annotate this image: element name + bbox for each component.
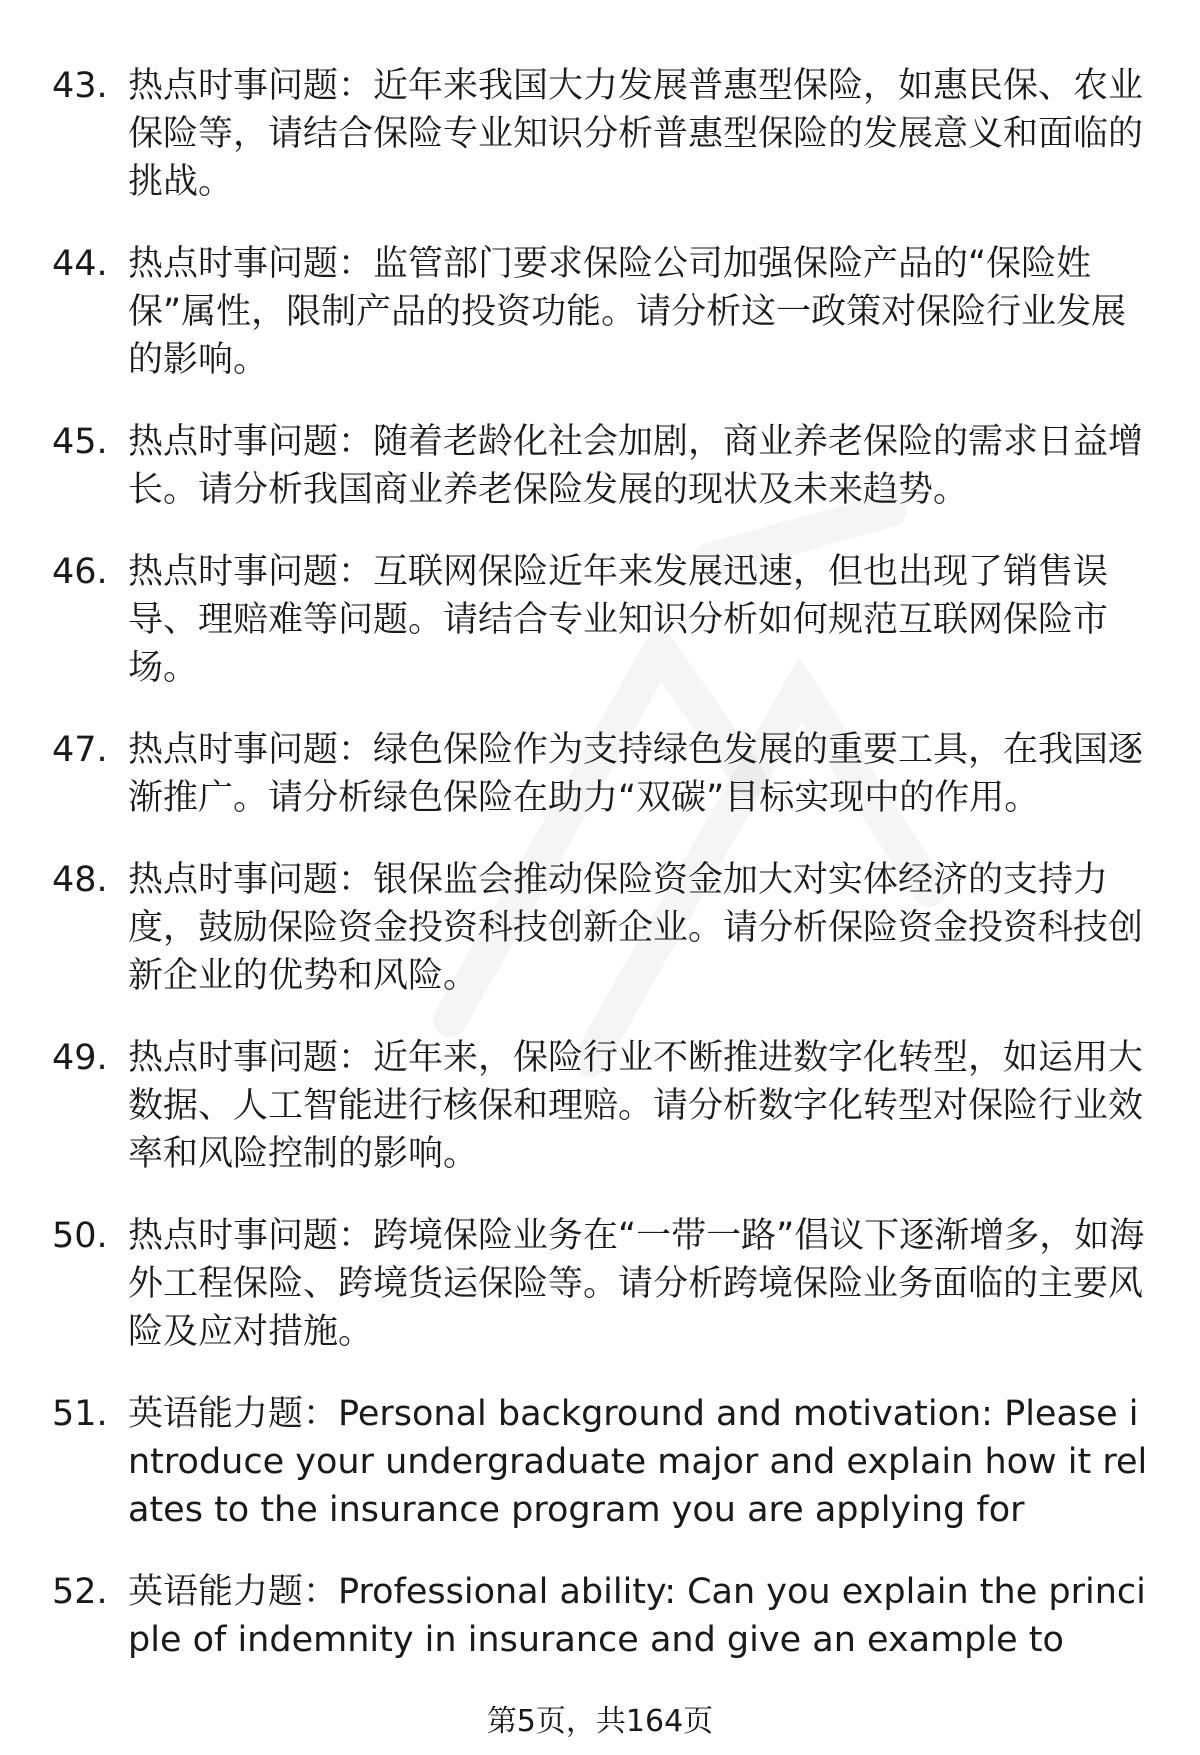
question-number: 48. (52, 860, 108, 900)
question-text: 热点时事问题：近年来，保险行业不断推进数字化转型，如运用大数据、人工智能进行核保和理赔。请分析数字化转型对保险行业效率和风险控制的影响。 (128, 1038, 1144, 1174)
question-text: 英语能力题：Professional ability: Can you explain the principle of indemnity in insurance and give an example to (128, 1572, 1146, 1660)
question-text: 热点时事问题：近年来我国大力发展普惠型保险，如惠民保、农业保险等，请结合保险专业知识分析普惠型保险的发展意义和面临的挑战。 (128, 66, 1144, 202)
question-number: 51. (52, 1394, 108, 1434)
question-text: 热点时事问题：互联网保险近年来发展迅速，但也出现了销售误导、理赔难等问题。请结合专业知识分析如何规范互联网保险市场。 (128, 552, 1109, 688)
question-number: 50. (52, 1216, 108, 1256)
question-item (52, 418, 1152, 514)
question-item (52, 1212, 1152, 1356)
question-number: 49. (52, 1038, 108, 1078)
question-item (52, 1390, 1152, 1534)
question-item (52, 240, 1152, 384)
question-item (52, 1568, 1152, 1664)
question-item (52, 548, 1152, 692)
question-item (52, 62, 1152, 206)
question-text: 英语能力题：Personal background and motivation: Please introduce your undergraduate major and explain how it relates to the insurance program you are applying for (128, 1394, 1148, 1530)
question-text: 热点时事问题：绿色保险作为支持绿色发展的重要工具，在我国逐渐推广。请分析绿色保险在助力“双碳”目标实现中的作用。 (128, 730, 1144, 818)
question-text: 热点时事问题：跨境保险业务在“一带一路”倡议下逐渐增多，如海外工程保险、跨境货运保险等。请分析跨境保险业务面临的主要风险及应对措施。 (128, 1216, 1145, 1352)
question-text: 热点时事问题：银保监会推动保险资金加大对实体经济的支持力度，鼓励保险资金投资科技创新企业。请分析保险资金投资科技创新企业的优势和风险。 (128, 860, 1144, 996)
question-list (52, 62, 1152, 1664)
question-number: 47. (52, 730, 108, 770)
question-text: 热点时事问题：随着老龄化社会加剧，商业养老保险的需求日益增长。请分析我国商业养老保险发展的现状及未来趋势。 (128, 422, 1144, 510)
question-number: 44. (52, 244, 108, 284)
question-number: 52. (52, 1572, 108, 1612)
question-item (52, 1034, 1152, 1178)
page-number-label: 第5页，共164页 (486, 1704, 714, 1739)
question-text: 热点时事问题：监管部门要求保险公司加强保险产品的“保险姓保”属性，限制产品的投资功能。请分析这一政策对保险行业发展的影响。 (128, 244, 1127, 380)
question-number: 43. (52, 66, 108, 106)
question-item (52, 856, 1152, 1000)
question-number: 46. (52, 552, 108, 592)
question-item (52, 726, 1152, 822)
question-number: 45. (52, 422, 108, 462)
page-footer (0, 1702, 1200, 1742)
